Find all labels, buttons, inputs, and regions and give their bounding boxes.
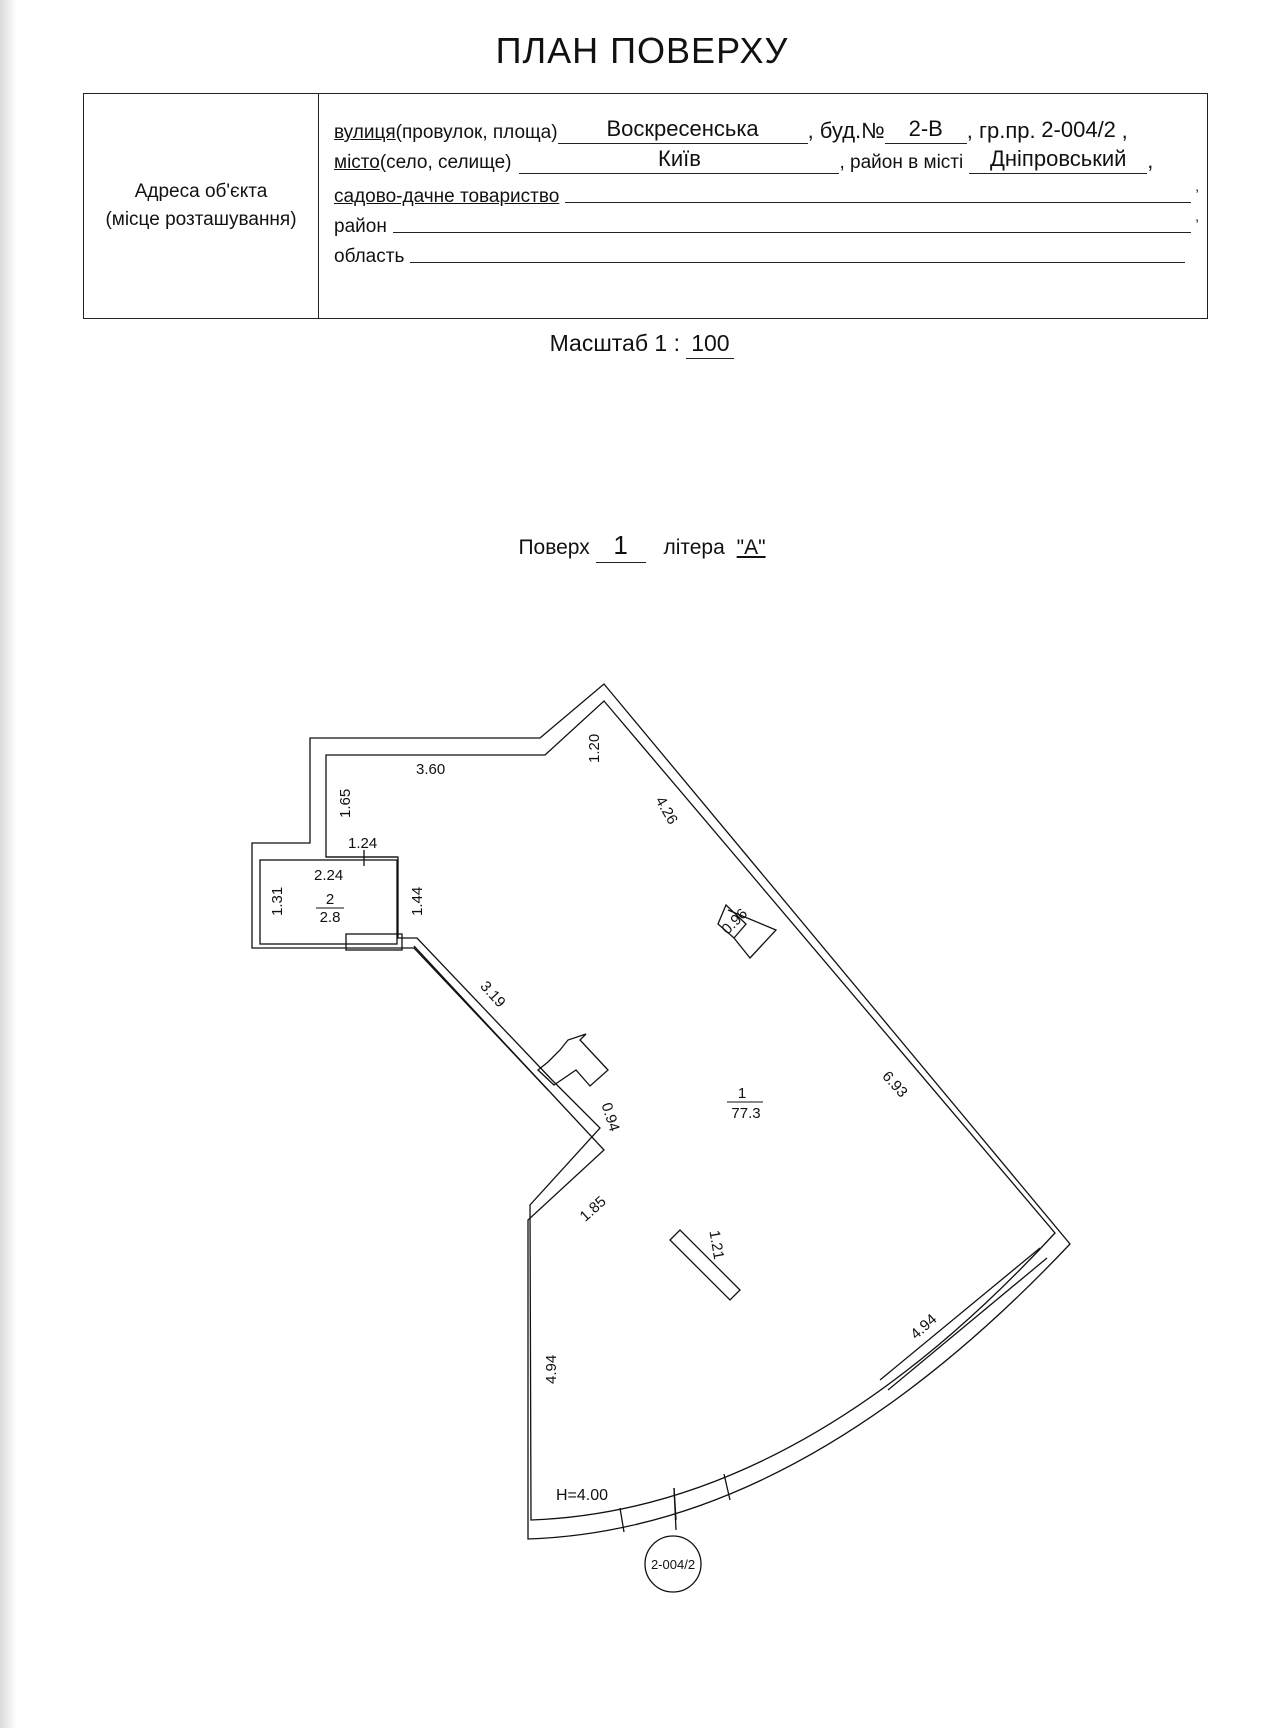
floor-label: Поверх [518,536,590,559]
column-block [538,1034,608,1086]
ceiling-height: H=4.00 [556,1487,609,1504]
dim-693: 6.93 [878,1067,911,1102]
street-comma: , [1121,118,1128,143]
dim-131: 1.31 [269,886,286,916]
group-value: 2-004/2 [1041,117,1116,142]
dim-494-window: 4.94 [907,1310,941,1343]
dim-121: 1.21 [705,1229,728,1261]
dim-224: 2.24 [314,867,344,884]
inner-wall [326,701,1055,1520]
letter-label: літера [663,536,725,559]
street-label: вулиця [334,122,396,143]
city-label: місто [334,152,380,173]
dim-185: 1.85 [576,1193,610,1226]
group-tag-label: 2-004/2 [650,1557,696,1572]
dim-124: 1.24 [348,835,378,852]
garden-comma: , [1195,178,1199,194]
dim-094: 0.94 [597,1100,623,1134]
scale-value: 100 [686,330,734,359]
district-city-label: , район в місті [839,152,964,173]
window-line-1 [880,1248,1040,1380]
street-paren: (провулок, площа) [395,122,558,143]
address-label: Адреса об'єкта [134,181,268,202]
room1-number: 1 [737,1085,747,1102]
letter-value: "А" [736,536,766,559]
address-label-sub: (місце розташування) [105,209,297,230]
room1-area: 77.3 [731,1105,761,1122]
district-comma: , [1195,208,1199,224]
dim-360: 3.60 [416,761,446,778]
region-label: область [334,246,405,267]
district-city-value: Дніпровський [969,146,1147,174]
room2-area: 2.8 [319,909,341,926]
dim-494-left: 4.94 [543,1354,560,1384]
street-value: Воскресенська [558,116,808,144]
scale-label: Масштаб 1 : [549,330,680,356]
dim-426: 4.26 [651,793,681,828]
dim-165: 1.65 [337,788,354,818]
window-line-2 [888,1258,1047,1390]
wall-319 [414,946,548,1090]
dim-120: 1.20 [586,733,603,763]
dim-144: 1.44 [409,886,426,916]
group-label: , гр.пр. [966,118,1036,143]
building-value: 2-В [885,116,967,144]
district-label: район [334,216,387,237]
counter-121 [670,1230,740,1300]
city-paren: (село, селище) [379,152,512,173]
building-label: , буд.№ [807,118,885,143]
floor-value: 1 [596,530,646,563]
room2-number: 2 [325,891,335,908]
dim-319: 3.19 [476,977,509,1012]
dim-096: 0.96 [718,905,752,938]
page-title: ПЛАН ПОВЕРХУ [495,30,789,71]
garden-label: садово-дачне товариство [334,186,560,207]
city-value: Київ [519,146,839,174]
city-comma: , [1147,148,1154,173]
